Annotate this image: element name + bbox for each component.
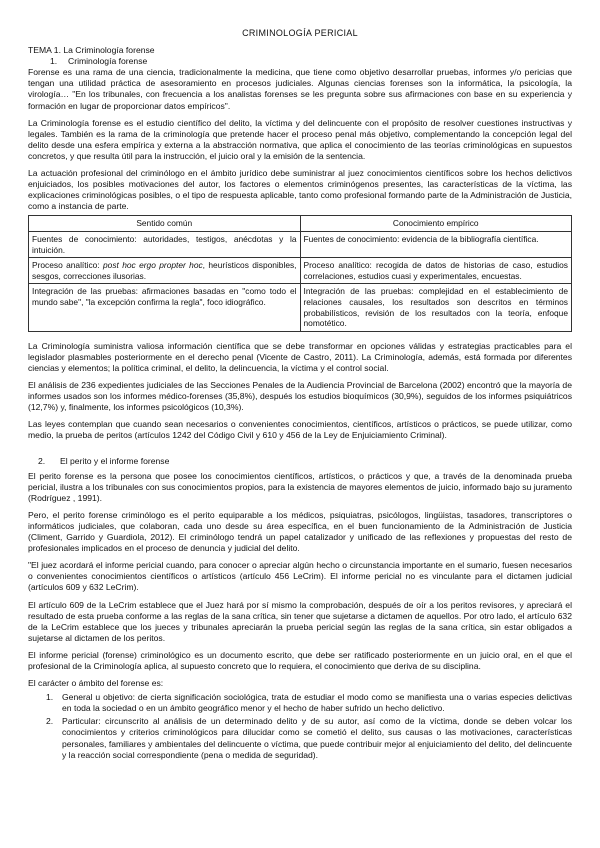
- paragraph-forense-definition: Forense es una rama de una ciencia, tradicionalmente la medicina, que tiene como objetivo desarrollar pruebas, informes y/o pericias que tengan una utilidad práctica de asesoramiento en procesos judiciales. Algunas ciencias forenses son la informática, la psicología, la virología… "En los tribunales, con frecuencia a los analistas forenses se les pregunta sobre sus afirmaciones con base en su experiencia y formación en lugar de proporcionar datos empíricos".: [28, 67, 572, 111]
- section-heading-2: [38, 456, 572, 467]
- paragraph-leyes: Las leyes contemplan que cuando sean necesarios o convenientes conocimientos, científicos, artísticos o prácticos, se puede utilizar, como medio, la prueba de peritos (artículos 1242 del Código Civil y 610 y 456 de la Ley de Enjuiciamiento Criminal).: [28, 419, 572, 441]
- section-number: 2.: [38, 455, 46, 466]
- paragraph-juez-informe: "El juez acordará el informe pericial cuando, para conocer o apreciar algún hecho o circunstancia importante en el sumario, fuesen necesarios o convenientes conocimientos científicos o artísticos (artículo 456 LeCrim). El informe pericial no es vinculante para el dictamen judicial (artículos 609 y 632 LeCrim).: [28, 560, 572, 593]
- table-cell: Proceso analítico: recogida de datos de historias de caso, estudios correlaciones, estudios cuasi y experimentales, encuestas.: [300, 258, 572, 284]
- table-cell: Fuentes de conocimiento: evidencia de la bibliografía científica.: [300, 232, 572, 258]
- comparison-table: [28, 215, 572, 331]
- scope-list: [46, 692, 572, 761]
- paragraph-analisis-expedientes: El análisis de 236 expedientes judiciales de las Secciones Penales de la Audiencia Provincial de Barcelona (2002) encontró que la mayoría de informes usados son los informes médico-forenses (35,8%), después los estudios bioquímicos (30,9%), seguidos de los informes psiquiátricos (12,7%) y, finalmente, los informes psicológicos (10,3%).: [28, 380, 572, 413]
- paragraph-perito-criminologo: Pero, el perito forense criminólogo es el perito equiparable a los médicos, psiquiatras, psicólogos, lingüistas, tasadores, transcriptores o informáticos judiciales, que colaboran, cada uno desde su área específica, en el buen funcionamiento de la Administración de Justicia (Climent, Garrido y Guardiola, 2012). El criminólogo tendrá un papel catalizador y unificado de las reflexiones y propuestas del resto de profesionales implicados en el proceso de denuncia y judicial del delito.: [28, 509, 572, 554]
- cell-text: Proceso analítico:: [32, 260, 104, 271]
- list-number: 1.: [46, 692, 54, 703]
- paragraph-perito-forense: El perito forense es la persona que posee los conocimientos científicos, artísticos, o prácticos y que, a través de la denominada prueba pericial, ilustra a los tribunales con sus conocimientos propios, para la existencia de mayores elementos de juicio, informado bajo su juramento (Rodríguez , 1991).: [28, 470, 572, 503]
- cell-text: , heurísticos disponibles, sesgos, correcciones ilusorias.: [32, 260, 297, 281]
- table-cell: [29, 258, 301, 284]
- table-header-row: [29, 216, 572, 232]
- list-item: [46, 692, 572, 714]
- table-header-conocimiento-empirico: Conocimiento empírico: [300, 216, 572, 232]
- list-text: Particular: circunscrito al análisis de un determinado delito y de su autor, así como de la víctima, donde se deben volcar los conocimientos y criterios criminológicos para dilucidar como se cometió el delito, sus causas o las motivaciones, características personales, familiares y ambientales del delincuente o víctima, que puede contribuir mejor al enjuiciamiento del delito, del delincuente y la reacción social correspondiente (pena o medida de seguridad).: [62, 716, 572, 760]
- table-cell: Integración de las pruebas: complejidad en el establecimiento de relaciones causales, los resultados son descritos en términos probabilísticos, revisión de los resultados con la teoría, enfoque nomotético.: [300, 284, 572, 331]
- section-heading-1: [50, 56, 572, 67]
- table-row: [29, 284, 572, 331]
- table-header-sentido-comun: Sentido común: [29, 216, 301, 232]
- paragraph-caracter-ambito: El carácter o ámbito del forense es:: [28, 678, 164, 689]
- paragraph-articulo-609: El artículo 609 de la LeCrim establece que el Juez hará por sí mismo la comprobación, después de oír a los peritos revisores, y apreciará el resultado de esta prueba conforme a las reglas de la sana crítica, sin tener que sujetarse a dictamen de aquellos. Por otro lado, el artículo 632 de la LeCrim establece que los jueces y tribunales apreciarán la prueba pericial según las reglas de la sana crítica, sin estar obligados a sujetarse al dictamen de los peritos.: [28, 599, 572, 643]
- table-row: [29, 258, 572, 284]
- list-number: 2.: [46, 716, 54, 727]
- paragraph-actuacion-profesional: La actuación profesional del criminólogo en el ámbito jurídico debe suministrar al juez conocimientos científicos sobre los hechos delictivos enjuiciados, los posibles motivaciones del autor, los factores o elementos criminógenos presentes, las características de la víctima, las explicaciones criminológicas posibles, o el tipo de respuesta aplicable, tanto como profesional formando parte de la Administración de Justicia, como a instancia de parte.: [28, 168, 572, 212]
- table-cell: Fuentes de conocimiento: autoridades, testigos, anécdotas y la intuición.: [29, 232, 301, 258]
- table-row: [29, 232, 572, 258]
- paragraph-informe-pericial: El informe pericial (forense) criminológico es un documento escrito, que debe ser ratificado posteriormente en un juicio oral, en el que el profesional de la Criminología aplica, al supuesto concreto que lo requiera, el conocimiento que deriva de su disciplina.: [28, 649, 572, 671]
- section-title: Criminología forense: [68, 56, 148, 67]
- list-item: [46, 716, 572, 760]
- document-title: CRIMINOLOGÍA PERICIAL: [242, 28, 358, 38]
- paragraph-criminologia-informacion: La Criminología suministra valiosa información científica que se debe transformar en opciones válidas y estrategias practicables para el legislador plasmables posteriormente en el derecho penal (Vicente de Castro, 2011). La Criminología, además, está formada por diferentes ciencias y elementos; la política criminal, el delito, la delincuencia, la víctima y el control social.: [28, 340, 572, 373]
- paragraph-criminologia-forense: La Criminología forense es el estudio científico del delito, la víctima y del delincuente con el propósito de resolver cuestiones instructivas y legales. También es la rama de la criminología que pretende hacer el proceso penal más objetivo, complementando la concepción legal del delito desde una esfera empírica y externa a la abstracción normativa, que aplica el conocimiento de las teorías criminológicas en supuestos concretos, y que resulta útil para la instrucción, el juicio oral y la emisión de la sentencia.: [28, 117, 572, 161]
- chapter-heading: TEMA 1. La Criminología forense: [28, 45, 155, 56]
- table-cell: Integración de las pruebas: afirmaciones basadas en "como todo el mundo sabe", "la excepción confirma la regla", foco idiográfico.: [29, 284, 301, 331]
- section-number: 1.: [50, 56, 58, 67]
- section-title: El perito y el informe forense: [60, 455, 170, 466]
- list-text: General u objetivo: de cierta significación sociológica, trata de estudiar el modo como se manifiesta una o varias especies delictivas en toda la sociedad o en un ámbito geográfico menor y el hecho de haber sufrido un hecho delictivo.: [62, 692, 572, 714]
- latin-phrase: post hoc ergo propter hoc: [103, 260, 203, 271]
